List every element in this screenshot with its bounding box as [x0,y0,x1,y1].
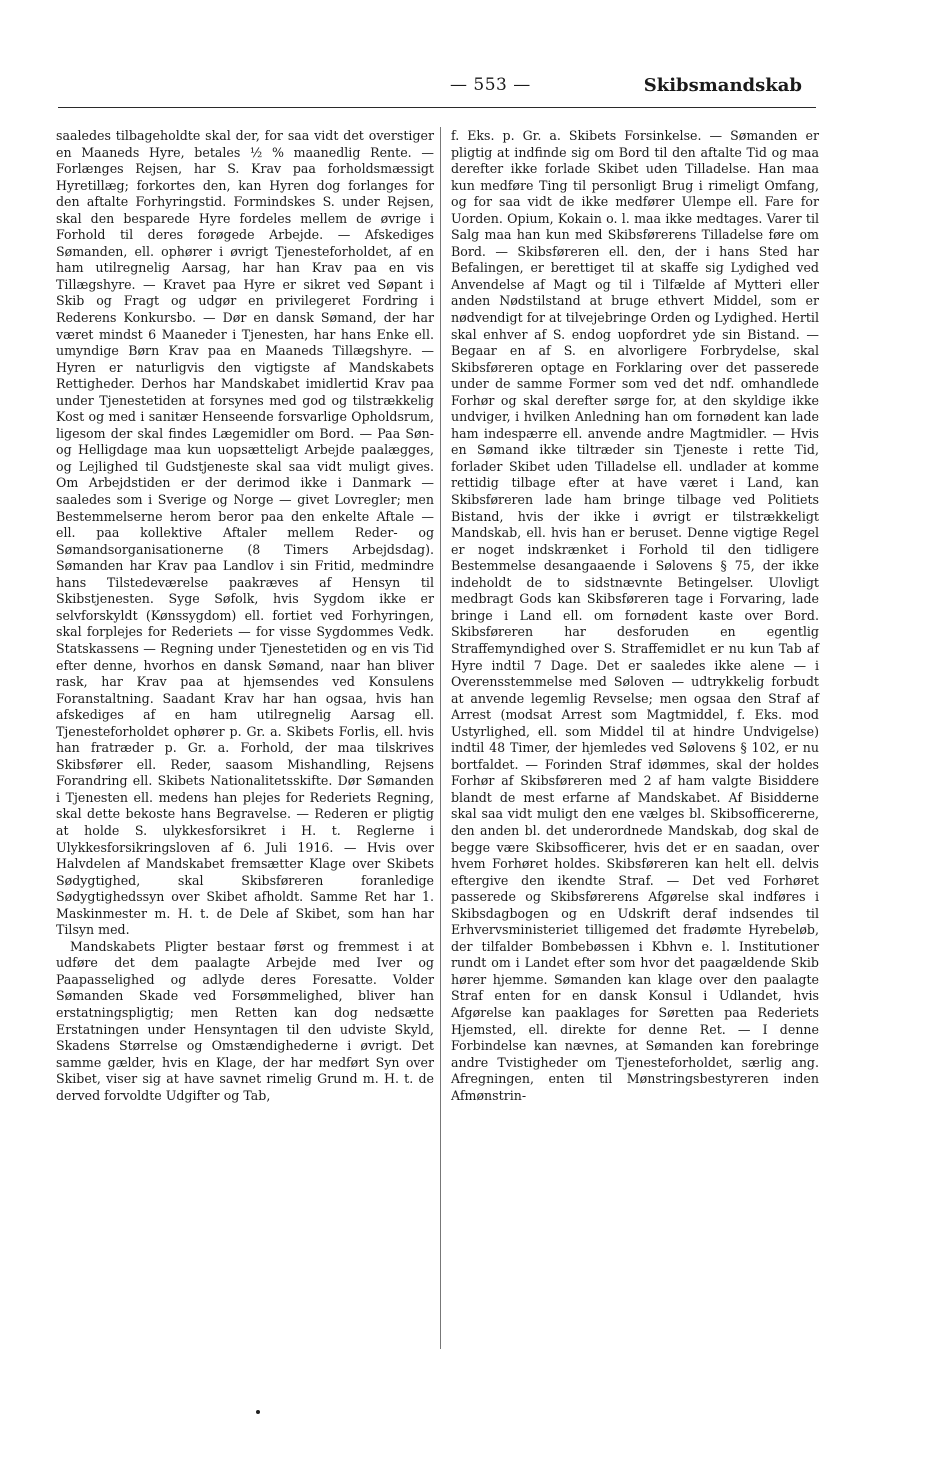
right-column [451,128,819,1104]
column-divider [440,127,441,1349]
header-rule [58,107,816,108]
right-paragraph-1: f. Eks. p. Gr. a. Skibets Forsinkelse. — Sømanden er pligtig at indfinde sig om Bord til den aftalte Tid og maa derefter ikke forlade Skibet uden Tilladelse. Han maa kun medføre Ting til personligt Brug i rimeligt Omfang, og for saa vidt de ikke medfører Ulempe ell. Fare for Uorden. Opium, Kokain o. l. maa ikke medtages. Varer til Salg maa han kun med Skibsførerens Tilladelse føre om Bord. — Skibsføreren ell. den, der i hans Sted har Befalingen, er berettiget til at skaffe sig Lydighed ved Anvendelse af Magt og til i Tilfælde af Mytteri eller anden Nødstilstand at bruge ethvert Middel, som er nødvendigt for at tilvejebringe Orden og Lydighed. Hertil skal enhver af S. endog uopfordret yde sin Bistand. — Begaar en af S. en alvorligere Forbrydelse, skal Skibsføreren optage en Forklaring over det passerede under de samme Former som ved det ndf. omhandlede Forhør og skal derefter sørge for, at den skyldige ikke undviger, i hvilken Anledning han om fornødent kan lade ham indespærre ell. anvende andre Magtmidler. — Hvis en Sømand ikke tiltræder sin Tjeneste i rette Tid, forlader Skibet uden Tilladelse ell. undlader at komme rettidig tilbage efter at have været i Land, kan Skibsføreren lade ham bringe tilbage ved Politiets Bistand, hvis der ikke i øvrigt er tilstrækkeligt Mandskab, ell. hvis han er beruset. Denne vigtige Regel er noget indskrænket i Forhold til den tidligere Bestemmelse desangaaende i Sølovens § 75, der ikke indeholdt de to sidstnævnte Betingelser. Ulovligt medbragt Gods kan Skibsføreren tage i Forvaring, lade bringe i Land ell. om fornødent kaste over Bord. Skibsføreren har desforuden en egentlig Straffemyndighed over S. Straffemidlet er nu kun Tab af Hyre indtil 7 Dage. Det er saaledes ikke alene — i Overensstemmelse med Søloven — udtrykkelig forbudt at anvende legemlig Revselse; men ogsaa den Straf af Arrest (modsat Arrest som Magtmiddel, f. Eks. mod Ustyrlighed, ell. som Middel til at hindre Undvigelse) indtil 48 Timer, der hjemledes ved Sølovens § 102, er nu bortfaldet. — Forinden Straf idømmes, skal der holdes Forhør af Skibsføreren med 2 af ham valgte Bisiddere blandt de mest erfarne af Mandskabet. Af Bisidderne skal saa vidt muligt den ene vælges bl. Skibsofficererne, den anden bl. det underordnede Mandskab, dog skal de begge være Skibsofficerer, hvis det er en saadan, over hvem Forhøret holdes. Skibsføreren kan helt ell. delvis eftergive den ikendte Straf. — Det ved Forhøret passerede og Skibsførerens Afgørelse skal indføres i Skibsdagbogen og en Udskrift deraf indsendes til Erhvervsministeriet tilligemed det fradømte Hyrebeløb, der tilfalder Bombebøssen i Kbhvn e. l. Institutioner rundt om i Landet efter som hvor det paagældende Skib hører hjemme. Sømanden kan klage over den paalagte Straf enten for en dansk Konsul i Udlandet, hvis Afgørelse kan paaklages for Søretten paa Rederiets Hjemsted, ell. direkte for denne Ret. — I denne Forbindelse kan nævnes, at Sømanden kan forebringe andre Tvistigheder om Tjenesteforholdet, særlig ang. Afregningen, enten til Mønstringsbestyreren inden Afmønstrin- [451,128,819,1103]
page-header [58,75,816,101]
left-paragraph-1: saaledes tilbageholdte skal der, for saa vidt det overstiger en Maaneds Hyre, betales ½ % maanedlig Rente. — Forlænges Rejsen, har S. Krav paa forholdsmæssigt Hyretillæg; forkortes den, kan Hyren dog forlanges for den aftalte Forhyringstid. Formindskes S. under Rejsen, skal den besparede Hyre fordeles mellem de øvrige i Forhold til deres forøgede Arbejde. — Afskediges Sømanden, ell. ophører i øvrigt Tjenesteforholdet, af en ham utilregnelig Aarsag, har han Krav paa en vis Tillægshyre. — Kravet paa Hyre er sikret ved Søpant i Skib og Fragt og udgør en privilegeret Fordring i Rederens Konkursbo. — Dør en dansk Sømand, der har været mindst 6 Maaneder i Tjenesten, har hans Enke ell. umyndige Børn Krav paa en Maaneds Tillægshyre. — Hyren er naturligvis den vigtigste af Mandskabets Rettigheder. Derhos har Mandskabet imidlertid Krav paa under Tjenestetiden at forsynes med god og tilstrækkelig Kost og med i sanitær Henseende forsvarlige Opholdsrum, ligesom der skal findes Lægemidler om Bord. — Paa Søn- og Helligdage maa kun uopsætteligt Arbejde paalægges, og Lejlighed til Gudstjeneste skal saa vidt muligt gives. Om Arbejdstiden er der derimod ikke i Danmark — saaledes som i Sverige og Norge — givet Lovregler; men Bestemmelserne herom beror paa den enkelte Aftale — ell. paa kollektive Aftaler mellem Reder- og Sømandsorganisationerne (8 Timers Arbejdsdag). Sømanden har Krav paa Landlov i sin Fritid, medmindre hans Tilstedeværelse paakræves af Hensyn til Skibstjenesten. Syge Søfolk, hvis Sygdom ikke er selvforskyldt (Kønssygdom) ell. fortiet ved Forhyringen, skal forplejes for Rederiets — for visse Sygdommes Vedk. Statskassens — Regning under Tjenestetiden og en vis Tid efter denne, hvorhos en dansk Sømand, naar han bliver rask, har Krav paa at hjemsendes ved Konsulens Foranstaltning. Saadant Krav har han ogsaa, hvis han afskediges af en ham utilregnelig Aarsag ell. Tjenesteforholdet ophører p. Gr. a. Skibets Forlis, ell. hvis han fratræder p. Gr. a. Forhold, der maa tilskrives Skibsfører ell. Reder, saasom Mishandling, Rejsens Forandring ell. Skibets Nationalitetsskifte. Dør Sømanden i Tjenesten ell. medens han plejes for Rederiets Regning, skal dette bekoste hans Begravelse. — Rederen er pligtig at holde S. ulykkesforsikret i H. t. Reglerne i Ulykkesforsikringsloven af 6. Juli 1916. — Hvis over Halvdelen af Mandskabet fremsætter Klage over Skibets Sødygtighed, skal Skibsføreren foranledige Sødygtighedssyn over Skibet afholdt. Samme Ret har 1. Maskinmester m. H. t. de Dele af Skibet, som han har Tilsyn med. [56,128,434,938]
stray-mark [256,1410,260,1414]
section-title: Skibsmandskab [643,75,802,96]
left-paragraph-2: Mandskabets Pligter bestaar først og fremmest i at udføre det dem paalagte Arbejde med Iver og Paapasselighed og adlyde deres Foresatte. Volder Sømanden Skade ved Forsømmelighed, bliver han erstatningspligtig; men Retten kan dog nedsætte Erstatningen under Hensyntagen til den udviste Skyld, Skadens Størrelse og Omstændighederne i øvrigt. Det samme gælder, hvis en Klage, der har medført Syn over Skibet, viser sig at have savnet rimelig Grund m. H. t. de derved forvoldte Udgifter og Tab, [56,938,434,1103]
page-number: — 553 — [450,75,531,95]
left-column [56,128,434,1104]
